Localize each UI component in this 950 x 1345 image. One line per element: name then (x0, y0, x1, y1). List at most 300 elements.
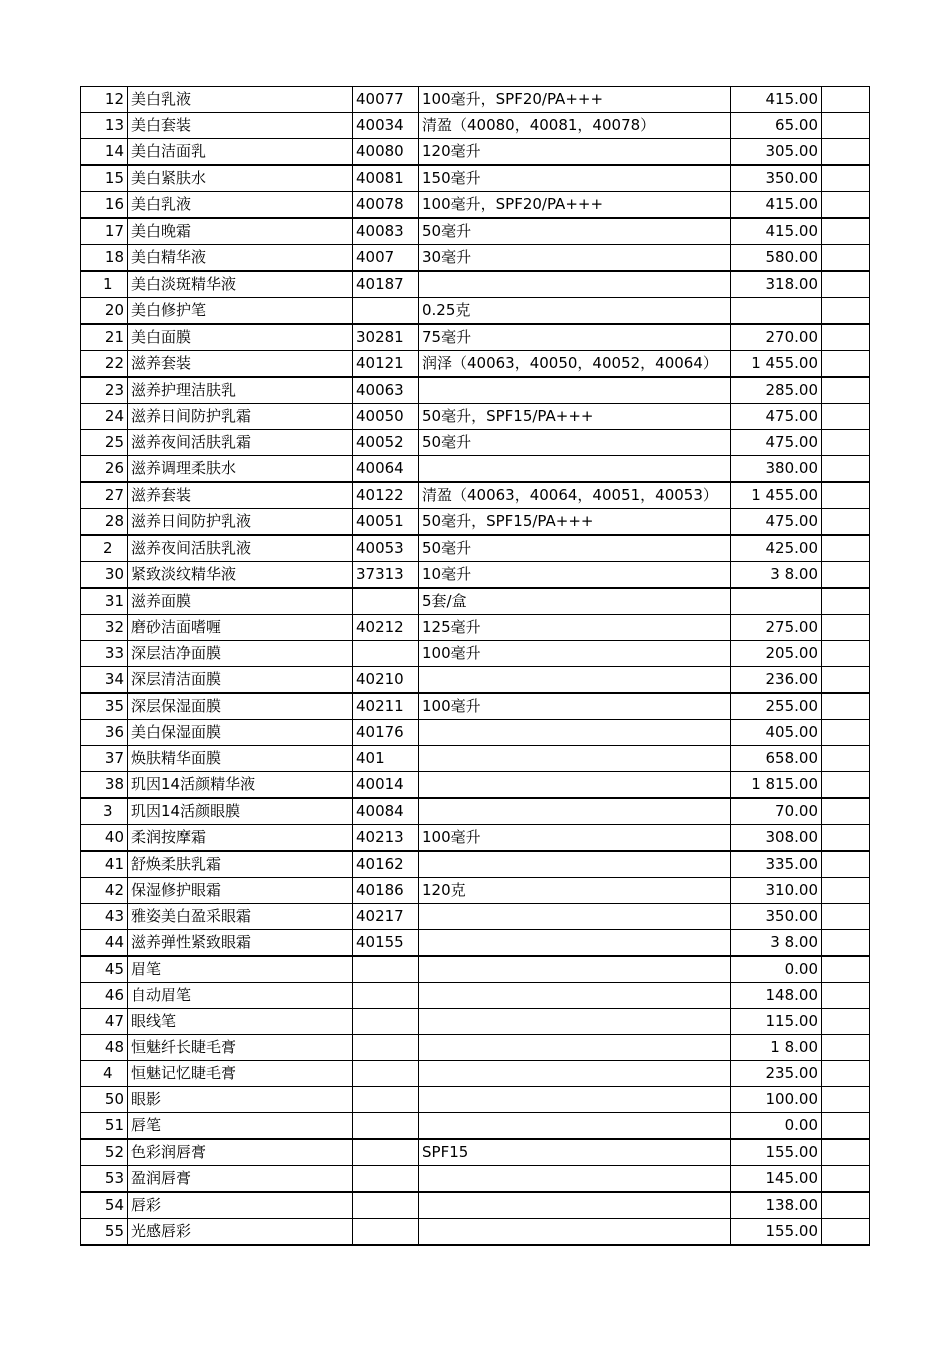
table-row (81, 298, 870, 325)
product-spec-cell: 100毫升 (419, 825, 731, 852)
product-name-cell: 美白保湿面膜 (128, 720, 353, 746)
row-number-cell: 38 (81, 772, 128, 799)
product-spec-cell: 75毫升 (419, 324, 731, 351)
row-number-cell: 46 (81, 983, 128, 1009)
price-cell: 425.00 (731, 535, 822, 562)
blank-cell (822, 218, 870, 245)
product-code-cell: 40211 (353, 693, 419, 720)
product-spec-cell: 润泽（40063，40050，40052，40064） (419, 351, 731, 378)
blank-cell (822, 1009, 870, 1035)
row-number-cell: 51 (81, 1113, 128, 1140)
product-code-cell: 40122 (353, 482, 419, 509)
price-cell: 205.00 (731, 641, 822, 667)
product-spec-cell: 120毫升 (419, 139, 731, 166)
table-row (81, 1009, 870, 1035)
product-spec-cell: 100毫升，SPF20/PA+++ (419, 192, 731, 219)
product-code-cell: 37313 (353, 562, 419, 589)
product-name-cell: 美白晚霜 (128, 218, 353, 245)
product-spec-cell (419, 1009, 731, 1035)
price-cell: 310.00 (731, 878, 822, 904)
product-name-cell: 美白面膜 (128, 324, 353, 351)
price-cell: 235.00 (731, 1061, 822, 1087)
table-row (81, 772, 870, 799)
blank-cell (822, 693, 870, 720)
product-code-cell: 40083 (353, 218, 419, 245)
price-cell: 70.00 (731, 798, 822, 825)
price-cell: 0.00 (731, 956, 822, 983)
table-row (81, 482, 870, 509)
product-spec-cell (419, 456, 731, 483)
price-cell: 350.00 (731, 904, 822, 930)
row-number-cell: 45 (81, 956, 128, 983)
row-number-cell: 28 (81, 509, 128, 536)
product-code-cell (353, 588, 419, 615)
product-code-cell (353, 1009, 419, 1035)
product-spec-cell: 100毫升 (419, 693, 731, 720)
table-row (81, 430, 870, 456)
price-cell: 236.00 (731, 667, 822, 694)
blank-cell (822, 535, 870, 562)
product-spec-cell (419, 983, 731, 1009)
product-code-cell: 40081 (353, 165, 419, 192)
blank-cell (822, 720, 870, 746)
price-cell: 145.00 (731, 1166, 822, 1193)
table-row (81, 693, 870, 720)
table-row (81, 878, 870, 904)
table-row (81, 218, 870, 245)
price-cell: 475.00 (731, 430, 822, 456)
table-row (81, 87, 870, 113)
product-code-cell: 40155 (353, 930, 419, 957)
product-name-cell: 眉笔 (128, 956, 353, 983)
product-code-cell: 40084 (353, 798, 419, 825)
table-row (81, 798, 870, 825)
row-number-cell: 2 (81, 535, 128, 562)
row-number-cell: 41 (81, 851, 128, 878)
row-number-cell: 30 (81, 562, 128, 589)
table-row (81, 165, 870, 192)
product-spec-cell (419, 746, 731, 772)
product-code-cell: 40077 (353, 87, 419, 113)
row-number-cell: 47 (81, 1009, 128, 1035)
price-list-table (80, 86, 870, 1246)
row-number-cell: 12 (81, 87, 128, 113)
product-code-cell (353, 1192, 419, 1219)
product-spec-cell: 120克 (419, 878, 731, 904)
blank-cell (822, 271, 870, 298)
row-number-cell: 37 (81, 746, 128, 772)
blank-cell (822, 956, 870, 983)
product-spec-cell: 30毫升 (419, 245, 731, 272)
product-spec-cell (419, 1087, 731, 1113)
product-spec-cell (419, 1192, 731, 1219)
price-cell: 350.00 (731, 165, 822, 192)
price-cell: 415.00 (731, 218, 822, 245)
price-cell: 1 455.00 (731, 482, 822, 509)
product-code-cell: 40051 (353, 509, 419, 536)
table-row (81, 930, 870, 957)
product-name-cell: 滋养调理柔肤水 (128, 456, 353, 483)
product-code-cell (353, 298, 419, 325)
product-code-cell (353, 1219, 419, 1246)
table-row (81, 667, 870, 694)
product-spec-cell (419, 772, 731, 799)
table-row (81, 139, 870, 166)
price-cell: 305.00 (731, 139, 822, 166)
blank-cell (822, 1113, 870, 1140)
product-spec-cell (419, 271, 731, 298)
product-code-cell: 40162 (353, 851, 419, 878)
table-row (81, 904, 870, 930)
price-cell: 3 8.00 (731, 562, 822, 589)
row-number-cell: 54 (81, 1192, 128, 1219)
table-row (81, 1113, 870, 1140)
table-row (81, 1139, 870, 1166)
price-cell: 138.00 (731, 1192, 822, 1219)
product-code-cell (353, 1113, 419, 1140)
product-code-cell (353, 983, 419, 1009)
price-cell (731, 298, 822, 325)
blank-cell (822, 1219, 870, 1246)
row-number-cell: 15 (81, 165, 128, 192)
product-spec-cell: 150毫升 (419, 165, 731, 192)
row-number-cell: 42 (81, 878, 128, 904)
product-code-cell: 40213 (353, 825, 419, 852)
product-name-cell: 焕肤精华面膜 (128, 746, 353, 772)
blank-cell (822, 430, 870, 456)
product-name-cell: 盈润唇膏 (128, 1166, 353, 1193)
blank-cell (822, 798, 870, 825)
blank-cell (822, 165, 870, 192)
product-name-cell: 美白修护笔 (128, 298, 353, 325)
product-name-cell: 眼线笔 (128, 1009, 353, 1035)
row-number-cell: 23 (81, 377, 128, 404)
product-code-cell (353, 1035, 419, 1061)
product-name-cell: 深层保湿面膜 (128, 693, 353, 720)
price-cell: 155.00 (731, 1219, 822, 1246)
blank-cell (822, 983, 870, 1009)
product-name-cell: 恒魅纤长睫毛膏 (128, 1035, 353, 1061)
row-number-cell: 53 (81, 1166, 128, 1193)
blank-cell (822, 878, 870, 904)
row-number-cell: 32 (81, 615, 128, 641)
product-name-cell: 雅姿美白盈采眼霜 (128, 904, 353, 930)
table-row (81, 456, 870, 483)
row-number-cell: 14 (81, 139, 128, 166)
table-row (81, 324, 870, 351)
price-cell (731, 588, 822, 615)
table-row (81, 1192, 870, 1219)
product-name-cell: 柔润按摩霜 (128, 825, 353, 852)
product-spec-cell: 50毫升，SPF15/PA+++ (419, 509, 731, 536)
table-row (81, 615, 870, 641)
row-number-cell: 52 (81, 1139, 128, 1166)
table-row (81, 245, 870, 272)
product-spec-cell (419, 1061, 731, 1087)
table-row (81, 956, 870, 983)
table-row (81, 1061, 870, 1087)
product-name-cell: 舒焕柔肤乳霜 (128, 851, 353, 878)
product-spec-cell (419, 720, 731, 746)
price-cell: 270.00 (731, 324, 822, 351)
blank-cell (822, 324, 870, 351)
product-spec-cell (419, 1035, 731, 1061)
price-list-body (81, 87, 870, 1246)
price-cell: 658.00 (731, 746, 822, 772)
row-number-cell: 21 (81, 324, 128, 351)
product-code-cell: 40053 (353, 535, 419, 562)
table-row (81, 271, 870, 298)
row-number-cell: 55 (81, 1219, 128, 1246)
product-code-cell (353, 641, 419, 667)
product-code-cell: 40187 (353, 271, 419, 298)
product-spec-cell: SPF15 (419, 1139, 731, 1166)
product-name-cell: 滋养护理洁肤乳 (128, 377, 353, 404)
table-row (81, 641, 870, 667)
row-number-cell: 1 (81, 271, 128, 298)
row-number-cell: 26 (81, 456, 128, 483)
blank-cell (822, 456, 870, 483)
row-number-cell: 13 (81, 113, 128, 139)
price-cell: 308.00 (731, 825, 822, 852)
table-row (81, 404, 870, 430)
product-code-cell: 40212 (353, 615, 419, 641)
price-cell: 3 8.00 (731, 930, 822, 957)
table-row (81, 192, 870, 219)
product-name-cell: 滋养夜间活肤乳液 (128, 535, 353, 562)
product-name-cell: 自动眉笔 (128, 983, 353, 1009)
price-cell: 335.00 (731, 851, 822, 878)
price-cell: 285.00 (731, 377, 822, 404)
product-name-cell: 滋养日间防护乳液 (128, 509, 353, 536)
price-cell: 155.00 (731, 1139, 822, 1166)
product-spec-cell (419, 798, 731, 825)
product-name-cell: 玑因14活颜精华液 (128, 772, 353, 799)
price-cell: 415.00 (731, 192, 822, 219)
product-name-cell: 美白紧肤水 (128, 165, 353, 192)
row-number-cell: 31 (81, 588, 128, 615)
product-spec-cell (419, 1166, 731, 1193)
table-row (81, 535, 870, 562)
row-number-cell: 48 (81, 1035, 128, 1061)
blank-cell (822, 87, 870, 113)
product-code-cell: 40210 (353, 667, 419, 694)
table-row (81, 588, 870, 615)
row-number-cell: 17 (81, 218, 128, 245)
product-code-cell: 40050 (353, 404, 419, 430)
product-code-cell: 40064 (353, 456, 419, 483)
blank-cell (822, 113, 870, 139)
product-name-cell: 滋养夜间活肤乳霜 (128, 430, 353, 456)
row-number-cell: 43 (81, 904, 128, 930)
product-spec-cell: 100毫升，SPF20/PA+++ (419, 87, 731, 113)
product-name-cell: 滋养套装 (128, 482, 353, 509)
product-spec-cell (419, 1219, 731, 1246)
row-number-cell: 40 (81, 825, 128, 852)
product-name-cell: 磨砂洁面嗜喱 (128, 615, 353, 641)
product-name-cell: 唇笔 (128, 1113, 353, 1140)
table-row (81, 1219, 870, 1246)
table-row (81, 562, 870, 589)
price-cell: 0.00 (731, 1113, 822, 1140)
product-code-cell: 40080 (353, 139, 419, 166)
product-code-cell: 40186 (353, 878, 419, 904)
product-code-cell: 40014 (353, 772, 419, 799)
blank-cell (822, 667, 870, 694)
row-number-cell: 35 (81, 693, 128, 720)
product-spec-cell (419, 377, 731, 404)
product-name-cell: 美白洁面乳 (128, 139, 353, 166)
blank-cell (822, 1087, 870, 1113)
price-cell: 275.00 (731, 615, 822, 641)
row-number-cell: 24 (81, 404, 128, 430)
price-cell: 255.00 (731, 693, 822, 720)
price-cell: 65.00 (731, 113, 822, 139)
price-cell: 475.00 (731, 404, 822, 430)
product-name-cell: 恒魅记忆睫毛膏 (128, 1061, 353, 1087)
row-number-cell: 34 (81, 667, 128, 694)
price-cell: 318.00 (731, 271, 822, 298)
row-number-cell: 16 (81, 192, 128, 219)
blank-cell (822, 772, 870, 799)
product-spec-cell: 50毫升 (419, 535, 731, 562)
blank-cell (822, 351, 870, 378)
price-cell: 1 8.00 (731, 1035, 822, 1061)
product-spec-cell: 0.25克 (419, 298, 731, 325)
product-spec-cell: 125毫升 (419, 615, 731, 641)
product-name-cell: 美白精华液 (128, 245, 353, 272)
blank-cell (822, 482, 870, 509)
product-spec-cell (419, 956, 731, 983)
product-spec-cell: 50毫升，SPF15/PA+++ (419, 404, 731, 430)
table-row (81, 851, 870, 878)
blank-cell (822, 851, 870, 878)
row-number-cell: 44 (81, 930, 128, 957)
blank-cell (822, 245, 870, 272)
row-number-cell: 3 (81, 798, 128, 825)
blank-cell (822, 1139, 870, 1166)
product-code-cell: 40078 (353, 192, 419, 219)
product-spec-cell: 清盈（40080，40081，40078） (419, 113, 731, 139)
blank-cell (822, 562, 870, 589)
blank-cell (822, 377, 870, 404)
product-name-cell: 眼影 (128, 1087, 353, 1113)
row-number-cell: 4 (81, 1061, 128, 1087)
product-code-cell (353, 1087, 419, 1113)
product-spec-cell: 50毫升 (419, 430, 731, 456)
product-name-cell: 玑因14活颜眼膜 (128, 798, 353, 825)
row-number-cell: 33 (81, 641, 128, 667)
table-row (81, 1035, 870, 1061)
row-number-cell: 18 (81, 245, 128, 272)
blank-cell (822, 904, 870, 930)
row-number-cell: 20 (81, 298, 128, 325)
product-name-cell: 光感唇彩 (128, 1219, 353, 1246)
table-row (81, 720, 870, 746)
blank-cell (822, 1035, 870, 1061)
product-code-cell: 40176 (353, 720, 419, 746)
product-spec-cell: 5套/盒 (419, 588, 731, 615)
product-name-cell: 唇彩 (128, 1192, 353, 1219)
table-row (81, 509, 870, 536)
blank-cell (822, 139, 870, 166)
blank-cell (822, 1192, 870, 1219)
product-code-cell: 40052 (353, 430, 419, 456)
table-row (81, 825, 870, 852)
blank-cell (822, 1166, 870, 1193)
product-spec-cell (419, 930, 731, 957)
product-code-cell: 4007 (353, 245, 419, 272)
product-code-cell: 40121 (353, 351, 419, 378)
product-name-cell: 保湿修护眼霜 (128, 878, 353, 904)
row-number-cell: 25 (81, 430, 128, 456)
product-spec-cell: 50毫升 (419, 218, 731, 245)
price-cell: 405.00 (731, 720, 822, 746)
table-row (81, 113, 870, 139)
product-name-cell: 美白淡斑精华液 (128, 271, 353, 298)
product-code-cell (353, 956, 419, 983)
row-number-cell: 27 (81, 482, 128, 509)
product-code-cell (353, 1166, 419, 1193)
blank-cell (822, 825, 870, 852)
product-code-cell: 40217 (353, 904, 419, 930)
price-cell: 1 455.00 (731, 351, 822, 378)
table-row (81, 746, 870, 772)
product-code-cell: 401 (353, 746, 419, 772)
product-name-cell: 滋养弹性紧致眼霜 (128, 930, 353, 957)
table-row (81, 1166, 870, 1193)
price-cell: 100.00 (731, 1087, 822, 1113)
blank-cell (822, 404, 870, 430)
price-cell: 380.00 (731, 456, 822, 483)
product-name-cell: 深层洁净面膜 (128, 641, 353, 667)
blank-cell (822, 509, 870, 536)
price-cell: 115.00 (731, 1009, 822, 1035)
blank-cell (822, 588, 870, 615)
price-cell: 148.00 (731, 983, 822, 1009)
product-spec-cell: 10毫升 (419, 562, 731, 589)
table-row (81, 983, 870, 1009)
blank-cell (822, 1061, 870, 1087)
product-code-cell (353, 1139, 419, 1166)
blank-cell (822, 930, 870, 957)
price-cell: 415.00 (731, 87, 822, 113)
table-row (81, 377, 870, 404)
row-number-cell: 36 (81, 720, 128, 746)
product-name-cell: 滋养套装 (128, 351, 353, 378)
product-spec-cell (419, 667, 731, 694)
blank-cell (822, 192, 870, 219)
table-row (81, 1087, 870, 1113)
price-cell: 1 815.00 (731, 772, 822, 799)
product-spec-cell: 100毫升 (419, 641, 731, 667)
product-code-cell: 40063 (353, 377, 419, 404)
product-name-cell: 美白乳液 (128, 87, 353, 113)
price-cell: 475.00 (731, 509, 822, 536)
table-row (81, 351, 870, 378)
product-name-cell: 紧致淡纹精华液 (128, 562, 353, 589)
product-name-cell: 美白乳液 (128, 192, 353, 219)
blank-cell (822, 641, 870, 667)
product-name-cell: 滋养日间防护乳霜 (128, 404, 353, 430)
product-spec-cell (419, 1113, 731, 1140)
product-spec-cell (419, 904, 731, 930)
row-number-cell: 22 (81, 351, 128, 378)
product-name-cell: 色彩润唇膏 (128, 1139, 353, 1166)
blank-cell (822, 615, 870, 641)
product-spec-cell (419, 851, 731, 878)
price-cell: 580.00 (731, 245, 822, 272)
